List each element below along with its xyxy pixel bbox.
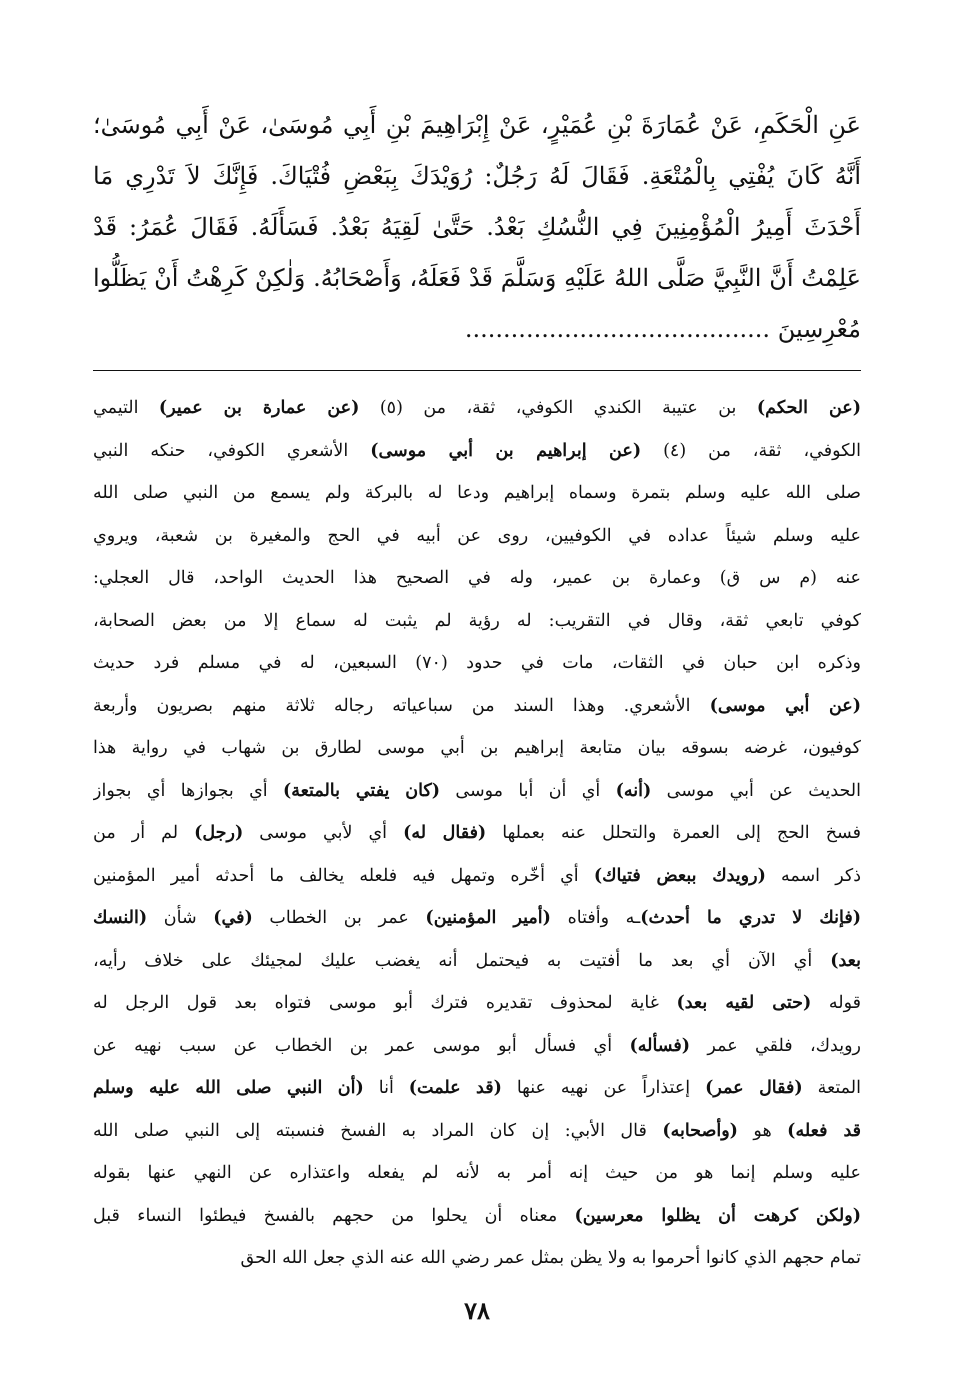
quoted-phrase: (عن عمارة بن عمير)	[158, 398, 360, 418]
quoted-phrase: (رجل)	[194, 823, 244, 843]
quoted-phrase: (حتى لقيه بعد)	[676, 993, 812, 1013]
commentary-segment: قوله	[811, 993, 861, 1013]
quoted-phrase: (أنه)	[615, 780, 652, 801]
commentary-line	[93, 1195, 861, 1238]
commentary-segment: كوفيون، غرضه بسوقه بيان متابعة إبراهيم بن أبي موسى لطارق بن شهاب في رواية هذا	[93, 738, 861, 758]
quoted-phrase: (في)	[213, 908, 253, 928]
quoted-phrase: (أمير المؤمنين)	[425, 908, 551, 928]
commentary-line	[93, 982, 861, 1025]
hadith-line: عَنِ الْحَكَمِ، عَنْ عُمَارَةَ بْنِ عُمَيْرٍ، عَنْ إِبْرَاهِيمَ بْنِ أَبِي مُوسَىٰ، عَنْ أَبِي مُوسَىٰ؛	[93, 111, 861, 139]
commentary-segment: شأن	[147, 908, 214, 928]
commentary-segment: الكوفي، ثقة، من (٤)	[641, 440, 861, 461]
quoted-phrase: (النسك	[93, 908, 148, 928]
commentary-segment: لم أر من	[93, 823, 195, 843]
commentary-line	[93, 727, 861, 770]
commentary-segment: كوفي تابعي ثقة، وقال في التقريب: له رؤية لم يثبت له سماع إلا من بعض الصحابة،	[93, 610, 861, 631]
commentary-line	[93, 472, 861, 515]
commentary-line	[93, 557, 861, 600]
commentary-line	[93, 855, 861, 898]
quoted-phrase: (رويدك ببعض فتياك)	[593, 865, 766, 886]
commentary-line	[93, 812, 861, 855]
commentary-segment: ذكر اسمه	[765, 865, 861, 886]
commentary-segment: أي فسأل أبو موسى عمر بن الخطاب عن سبب نهيه عن	[93, 1035, 630, 1056]
commentary-line	[93, 600, 861, 643]
footnote-divider	[93, 370, 861, 371]
commentary-line	[93, 897, 861, 940]
commentary-segment: الأشعري الكوفي، حنكه النبي	[93, 440, 371, 461]
commentary-segment: أنا	[363, 1078, 409, 1098]
hadith-line: مُعْرِسِينَ ........................................	[464, 315, 861, 343]
commentary-text	[93, 387, 861, 1280]
commentary-line	[93, 1025, 861, 1068]
commentary-segment: غاية لمحذوف تقديره فترك أبو موسى فتواه بعد قول الرجل له	[93, 993, 677, 1013]
commentary-line	[93, 515, 861, 558]
quoted-phrase: (فسأله)	[629, 1035, 691, 1056]
commentary-segment: معناه أن يحلوا من حجهم بالفسخ فيطئوا النساء قبل	[93, 1205, 575, 1226]
quoted-phrase: (عن الحكم)	[756, 398, 861, 418]
commentary-line	[93, 430, 861, 473]
commentary-line	[93, 1152, 861, 1195]
hadith-line: عَلِمْتُ أَنَّ النَّبِيَّ صَلَّى اللهُ عَلَيْهِ وَسَلَّمَ قَدْ فَعَلَهُ، وَأَصْحَابُهُ. وَلٰكِنْ كَرِهْتُ أَنْ يَظَلُّوا	[93, 264, 861, 292]
commentary-segment: عمر بن الخطاب	[252, 908, 426, 928]
commentary-segment: صلى الله عليه وسلم بتمرة وسماه إبراهيم ودعا له بالبركة ولم يسمع من النبي صلى الله	[93, 483, 861, 503]
quoted-phrase: (وأصحابه)	[662, 1120, 738, 1141]
quoted-phrase: (قد علمت)	[408, 1078, 502, 1098]
quoted-phrase: (عن إبراهيم بن أبي موسى)	[370, 440, 642, 461]
quoted-phrase: (فقال له)	[403, 823, 487, 843]
commentary-segment: إعتذاراً عن نهيه عنها	[501, 1078, 706, 1098]
commentary-segment: أي أن أبا موسى	[440, 780, 616, 801]
commentary-segment: قال الأبي: إن كان المراد به الفسخ فنسبته إلى النبي صلى الله	[93, 1120, 663, 1141]
quoted-phrase: (عن أبي موسى)	[709, 695, 861, 716]
commentary-line	[93, 770, 861, 813]
commentary-segment: هو	[737, 1120, 788, 1141]
commentary-segment: التيمي	[93, 398, 159, 418]
quoted-phrase: (فإنك لا تدري ما أحدث)	[640, 908, 861, 928]
commentary-line	[93, 685, 861, 728]
commentary-segment: بن عتيبة الكندي الكوفي، ثقة، من (٥)	[359, 398, 757, 418]
commentary-segment: أي الآن أي بعد ما أفتيت به فيحتمل أنه يغضب عليك لمجيئك على خلاف رأيه،	[93, 950, 831, 971]
commentary-segment: المتعة	[802, 1078, 861, 1098]
quoted-phrase: بعد)	[830, 950, 861, 971]
commentary-segment: أي لأبي موسى	[243, 823, 404, 843]
quoted-phrase: (أن النبي صلى الله عليه وسلم	[93, 1078, 364, 1098]
commentary-segment: رويدك، فلقي عمر	[690, 1035, 861, 1056]
commentary-line	[93, 387, 861, 430]
commentary-segment: عليه وسلم إنما هو من حيث إنه أمر به لأنه لم يفعله واعتذاره عن النهي عنها بقوله	[93, 1163, 861, 1183]
quoted-phrase: (ولكن كرهت أن يظلوا معرسين)	[574, 1205, 861, 1226]
quoted-phrase: (كان يفتي بالمتعة)	[282, 780, 441, 801]
hadith-text	[93, 100, 861, 355]
commentary-segment: الحديث عن أبي موسى	[651, 780, 861, 801]
commentary-line	[93, 642, 861, 685]
commentary-line	[93, 1237, 861, 1280]
commentary-line	[93, 1110, 861, 1153]
commentary-line	[93, 940, 861, 983]
commentary-segment: وذكره ابن حبان في الثقات، مات في حدود (٧٠) السبعين، له في مسلم فرد حديث	[93, 653, 861, 673]
commentary-line	[93, 1067, 861, 1110]
commentary-segment: أي بجوازها أي بجواز	[93, 780, 283, 801]
page-number: ٧٨	[464, 1296, 490, 1325]
quoted-phrase: قد فعله)	[787, 1120, 861, 1141]
commentary-segment: تمام حجهم الذي كانوا أحرموا به ولا يظن بمثل عمر رضي الله عنه الذي جعل الله الحق	[240, 1248, 861, 1268]
quoted-phrase: (فقال عمر)	[705, 1078, 803, 1098]
commentary-segment: فسخ الحج إلى العمرة والتحلل عنه بعملها	[486, 823, 861, 843]
commentary-segment: عنه (م س ق) وعمارة بن عمير، وله في الصحيح هذا الحديث الواحد، قال العجلي:	[93, 568, 861, 588]
commentary-segment: عليه وسلم شيئاً عداده في الكوفيين، روى عن أبيه في الحج والمغيرة بن شعبة، ويروي	[93, 525, 861, 546]
commentary-segment: الأشعري. وهذا السند من سباعياته رجاله ثلاثة منهم بصريون وأربعة	[93, 695, 710, 716]
hadith-line: أَنَّهُ كَانَ يُفْتِي بِالْمُتْعَةِ. فَقَالَ لَهُ رَجُلٌ: رُوَيْدَكَ بِبَعْضِ فُتْيَاكَ. فَإِنَّكَ لاَ تَدْرِي مَا	[93, 162, 861, 190]
commentary-segment: ـه وأفتاه	[550, 908, 641, 928]
hadith-line: أَحْدَثَ أَمِيرُ الْمُؤْمِنِينَ فِي النُّسُكِ بَعْدُ. حَتَّىٰ لَقِيَهُ بَعْدُ. فَسَأَلَهُ. فَقَالَ عُمَرُ: قَدْ	[93, 213, 861, 241]
commentary-segment: أي أخّره وتمهل فيه فلعله يخالف ما أحدثه أمير المؤمنين	[93, 865, 594, 886]
